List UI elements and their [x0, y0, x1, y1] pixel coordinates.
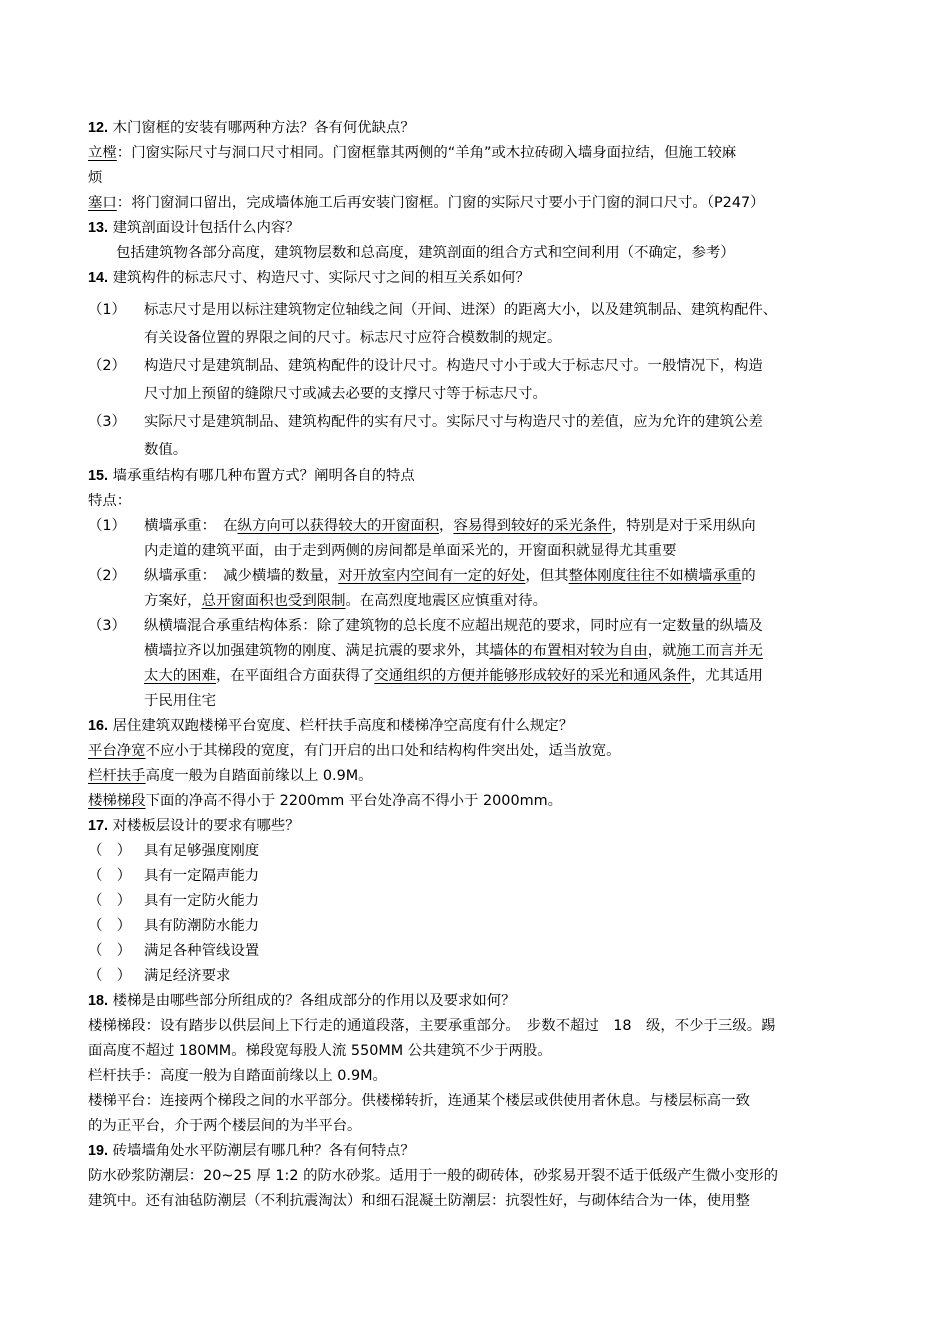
item-number: （2） [88, 358, 126, 374]
item-bracket: （ ） [88, 843, 132, 859]
underlined-text: 墙体的布置相对较为自由 [489, 643, 648, 659]
list-item [88, 889, 866, 914]
answer-line [88, 191, 866, 216]
text-segment: ，在平面组合方面获得了 [215, 668, 375, 684]
question-title: 砖墙墙角处水平防潮层有哪几种？各有何特点？ [112, 1143, 415, 1159]
answer-text: 高度一般为自踏面前缘以上 0.9M。 [145, 768, 373, 784]
item-text: 数值。 [144, 442, 188, 458]
item-text [144, 564, 866, 589]
question-number: 19. [88, 1143, 109, 1159]
item-text [144, 589, 866, 614]
answer-line: 面高度不超过 180MM。梯段宽每股人流 550MM 公共建筑不少于两股。 [88, 1043, 552, 1059]
item-text: 构造尺寸是建筑制品、建筑构配件的设计尺寸。构造尺寸小于或大于标志尺寸。一般情况下，构造 [144, 358, 763, 374]
text-segment: ，尤其适用 [690, 668, 763, 684]
item-text: 具有足够强度刚度 [144, 843, 260, 859]
text-segment: ，就 [647, 643, 677, 659]
item-text: 具有一定隔声能力 [144, 868, 260, 884]
underlined-text: 纵方向可以获得较大的开窗面积 [237, 518, 440, 534]
text-segment: ，特别是对于采用纵向 [611, 518, 756, 534]
question-number: 15. [88, 468, 109, 484]
question-title: 建筑构件的标志尺寸、构造尺寸、实际尺寸之间的相互关系如何？ [112, 270, 530, 286]
answer-line: 楼梯平台：连接两个梯段之间的水平部分。供楼梯转折，连通某个楼层或供使用者休息。与楼层标高一致 [88, 1093, 750, 1109]
answer-line [88, 166, 866, 191]
question-16 [88, 714, 866, 739]
answer-line [88, 241, 866, 266]
text-segment: 方案好， [144, 593, 202, 609]
underlined-text: 施工而言并无 [676, 643, 763, 659]
answer-line: 栏杆扶手：高度一般为自踏面前缘以上 0.9M。 [88, 1068, 387, 1084]
question-title: 木门窗框的安装有哪两种方法？各有何优缺点？ [112, 120, 415, 136]
answer-line [88, 141, 866, 166]
text-segment: 横墙拉齐以加强建筑物的刚度、满足抗震的要求外，其 [144, 643, 490, 659]
list-item [88, 352, 866, 408]
text-segment: ，但其 [525, 568, 569, 584]
question-number: 12. [88, 120, 109, 136]
answer-text: 下面的净高不得小于 2200mm 平台处净高不得小于 2000mm。 [145, 793, 563, 809]
term-underlined: 塞口 [88, 195, 117, 211]
item-number: （3） [88, 414, 126, 430]
text-segment: 纵墙承重： 减少横墙的数量， [144, 568, 339, 584]
answer-line: 的为正平台，介于两个楼层间的为半平台。 [88, 1118, 362, 1134]
text-segment: ， [439, 518, 454, 534]
text-segment: 。在高烈度地震区应慎重对待。 [345, 593, 547, 609]
item-number: （1） [88, 518, 126, 534]
term-underlined: 楼梯梯段 [88, 793, 146, 809]
answer-text: ：将门窗洞口留出，完成墙体施工后再安装门窗框。门窗的实际尺寸要小于门窗的洞口尺寸。（P247） [116, 195, 765, 211]
underlined-text: 交通组织的方便并能够形成较好的采光和通风条件 [374, 668, 691, 684]
answer-text: ：门窗实际尺寸与洞口尺寸相同。门窗框靠其两侧的“羊角”或木拉砖砌入墙身面拉结，但施工较麻 [116, 145, 737, 161]
item-bracket: （ ） [88, 868, 132, 884]
question-number: 13. [88, 220, 109, 236]
underlined-text: 整体刚度往往不如横墙承重 [568, 568, 742, 584]
answer-text: 不应小于其梯段的宽度，有门开启的出口处和结构构件突出处，适当放宽。 [145, 743, 621, 759]
list-item [88, 964, 866, 989]
list-item [88, 939, 866, 964]
term-underlined: 平台净宽 [88, 743, 146, 759]
underlined-text: 太大的困难 [144, 668, 216, 684]
list-item [88, 914, 866, 939]
answer-text: 包括建筑物各部分高度，建筑物层数和总高度，建筑剖面的组合方式和空间利用（不确定，参考） [116, 245, 735, 261]
item-text: 满足各种管线设置 [144, 943, 260, 959]
question-title: 墙承重结构有哪几种布置方式？阐明各自的特点 [112, 468, 415, 484]
question-12 [88, 116, 866, 141]
question-15 [88, 464, 866, 489]
term-underlined: 栏杆扶手 [88, 768, 146, 784]
list-item [88, 514, 866, 564]
text-segment: 的 [741, 568, 756, 584]
item-text: 内走道的建筑平面，由于走到两侧的房间都是单面采光的，开窗面积就显得尤其重要 [144, 543, 677, 559]
item-text: 实际尺寸是建筑制品、建筑构配件的实有尺寸。实际尺寸与构造尺寸的差值，应为允许的建筑公差 [144, 414, 763, 430]
item-text: 纵横墙混合承重结构体系：除了建筑物的总长度不应超出规范的要求，同时应有一定数量的纵墙及 [144, 618, 763, 634]
text-segment: 横墙承重： 在 [144, 518, 238, 534]
item-text [144, 514, 866, 539]
underlined-text: 容易得到较好的采光条件 [453, 518, 612, 534]
item-number: （3） [88, 618, 126, 634]
item-number: （2） [88, 568, 126, 584]
question-14 [88, 266, 866, 291]
question-18 [88, 989, 866, 1014]
question-number: 18. [88, 993, 109, 1009]
question-17 [88, 814, 866, 839]
item-text: 具有一定防火能力 [144, 893, 260, 909]
item-text: 标志尺寸是用以标注建筑物定位轴线之间（开间、进深）的距离大小，以及建筑制品、建筑构配件、 [144, 302, 778, 318]
list-item [88, 296, 866, 352]
question-number: 14. [88, 270, 109, 286]
underlined-text: 总开窗面积也受到限制 [201, 593, 346, 609]
item-text [144, 664, 866, 689]
list-item [88, 564, 866, 614]
list-item [88, 839, 866, 864]
answer-line: 楼梯梯段：设有踏步以供层间上下行走的通道段落，主要承重部分。 步数不超过 18 级，不少于三级。踢 [88, 1018, 776, 1034]
answer-text: 烦 [88, 170, 103, 186]
document-page [88, 116, 866, 1214]
question-title: 楼梯是由哪些部分所组成的？各组成部分的作用以及要求如何？ [112, 993, 516, 1009]
list-item [88, 408, 866, 464]
question-title: 建筑剖面设计包括什么内容？ [112, 220, 300, 236]
item-bracket: （ ） [88, 943, 132, 959]
item-bracket: （ ） [88, 968, 132, 984]
term-underlined: 立樘 [88, 145, 117, 161]
item-text: 尺寸加上预留的缝隙尺寸或减去必要的支撑尺寸等于标志尺寸。 [144, 386, 547, 402]
item-bracket: （ ） [88, 893, 132, 909]
answer-line: 建筑中。还有油毡防潮层（不利抗震淘汰）和细石混凝土防潮层：抗裂性好，与砌体结合为一体，使用整 [88, 1193, 750, 1209]
question-number: 17. [88, 818, 109, 834]
item-number: （1） [88, 302, 126, 318]
list-item [88, 614, 866, 714]
answer-line [88, 764, 866, 789]
question-title: 对楼板层设计的要求有哪些？ [112, 818, 300, 834]
question-title: 居住建筑双跑楼梯平台宽度、栏杆扶手高度和楼梯净空高度有什么规定？ [112, 718, 574, 734]
question-13 [88, 216, 866, 241]
item-text: 于民用住宅 [144, 693, 216, 709]
answer-line [88, 739, 866, 764]
list-item [88, 864, 866, 889]
answer-line [88, 789, 866, 814]
answer-line: 防水砂浆防潮层：20~25 厚 1:2 的防水砂浆。适用于一般的砌砖体，砂浆易开裂不适于低级产生微小变形的 [88, 1168, 778, 1184]
item-text: 满足经济要求 [144, 968, 231, 984]
underlined-text: 对开放室内空间有一定的好处 [338, 568, 526, 584]
item-text: 具有防潮防水能力 [144, 918, 260, 934]
question-number: 16. [88, 718, 109, 734]
label-text: 特点： [88, 493, 132, 509]
question-19 [88, 1139, 866, 1164]
item-text [144, 639, 866, 664]
item-text: 有关设备位置的界限之间的尺寸。标志尺寸应符合模数制的规定。 [144, 330, 562, 346]
item-bracket: （ ） [88, 918, 132, 934]
